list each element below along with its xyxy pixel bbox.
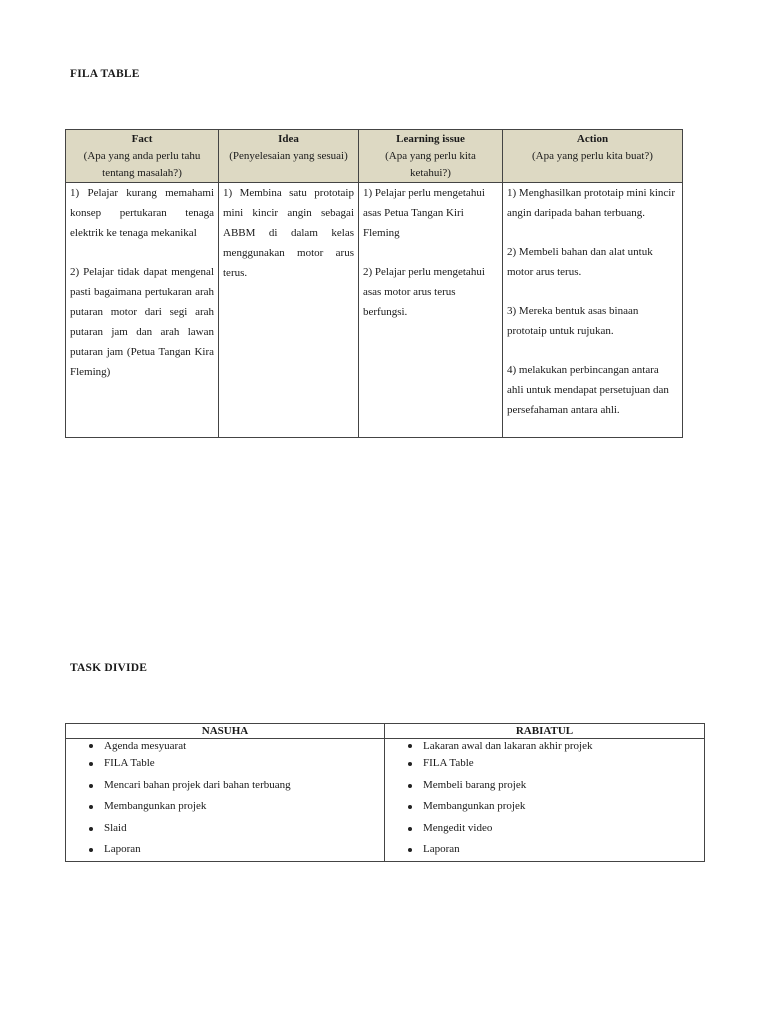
learning-issue-item: 2) Pelajar perlu mengetahui asas motor arus terus berfungsi. — [363, 266, 485, 318]
idea-cell — [219, 183, 359, 438]
header-title: Action — [576, 133, 609, 145]
member-name-nasuha: NASUHA — [66, 724, 385, 739]
bullet-icon — [89, 762, 93, 766]
task-label: Mencari bahan projek dari bahan terbuang — [104, 778, 291, 791]
nasuha-tasks-cell — [66, 739, 385, 862]
task-label: Lakaran awal dan lakaran akhir projek — [423, 740, 593, 752]
bullet-icon — [408, 848, 412, 852]
task-label: FILA Table — [104, 757, 155, 769]
bullet-icon — [408, 827, 412, 831]
list-item — [66, 839, 384, 861]
task-label: Membeli barang projek — [423, 778, 527, 791]
header-subtitle: (Apa yang perlu kita buat?) — [532, 150, 653, 162]
header-subtitle: (Penyelesaian yang sesuai) — [229, 150, 348, 162]
bullet-icon — [89, 848, 93, 852]
action-item: 3) Mereka bentuk asas binaan prototaip untuk rujukan. — [507, 305, 639, 337]
task-divide-table — [65, 723, 705, 862]
task-label: Membangunkan projek — [423, 800, 526, 812]
idea-item: 1) Membina satu prototaip mini kincir angin sebagai ABBM di dalam kelas menggunakan motor arus terus. — [223, 187, 354, 279]
bullet-icon — [89, 784, 93, 788]
learning-issue-item: 1) Pelajar perlu mengetahui asas Petua Tangan Kiri Fleming — [363, 187, 485, 239]
header-title: Learning issue — [396, 133, 465, 145]
fact-item: 2) Pelajar tidak dapat mengenal pasti bagaimana pertukaran arah putaran motor dari segi arah putaran jam dan arah lawan putaran jam (Petua Tangan Kira Fleming) — [70, 266, 214, 378]
task-label: Laporan — [104, 843, 141, 855]
task-label: Membangunkan projek — [104, 800, 207, 812]
bullet-icon — [89, 744, 93, 748]
list-item — [66, 753, 384, 775]
bullet-icon — [408, 744, 412, 748]
rabiatul-tasks-cell — [385, 739, 705, 862]
bullet-icon — [408, 805, 412, 809]
action-item: 4) melakukan perbincangan antara ahli untuk mendapat persetujuan dan persefahaman antara ahli. — [507, 364, 669, 416]
list-item — [66, 818, 384, 840]
action-item: 1) Menghasilkan prototaip mini kincir angin daripada bahan terbuang. — [507, 187, 676, 219]
list-item — [66, 775, 384, 797]
list-item — [385, 839, 704, 861]
bullet-icon — [89, 805, 93, 809]
learning-issue-cell — [359, 183, 503, 438]
member-name-rabiatul: RABIATUL — [385, 724, 705, 739]
bullet-icon — [408, 784, 412, 788]
task-content-row — [66, 739, 705, 862]
fila-content-row — [66, 183, 683, 438]
fila-table-heading: FILA TABLE — [70, 68, 140, 80]
header-subtitle: (Apa yang anda perlu tahu tentang masalah?) — [83, 150, 201, 179]
action-item: 2) Membeli bahan dan alat untuk motor arus terus. — [507, 246, 653, 278]
task-header-row — [66, 724, 705, 739]
task-label: Laporan — [423, 843, 460, 855]
task-label: FILA Table — [423, 757, 474, 769]
header-title: Idea — [278, 133, 299, 145]
list-item — [385, 753, 704, 775]
header-learning-issue — [359, 130, 503, 183]
fila-table — [65, 129, 683, 438]
rabiatul-task-list — [385, 739, 704, 861]
nasuha-task-list — [66, 739, 384, 861]
list-item — [385, 818, 704, 840]
task-label: Mengedit video — [423, 821, 493, 834]
fact-item: 1) Pelajar kurang memahami konsep pertukaran tenaga elektrik ke tenaga mekanikal — [70, 187, 214, 239]
list-item — [385, 739, 704, 753]
bullet-icon — [408, 762, 412, 766]
list-item — [66, 739, 384, 753]
bullet-icon — [89, 827, 93, 831]
list-item — [385, 775, 704, 797]
task-divide-heading: TASK DIVIDE — [70, 662, 148, 674]
list-item — [385, 796, 704, 818]
task-label: Agenda mesyuarat — [104, 740, 187, 752]
action-cell — [503, 183, 683, 438]
header-action — [503, 130, 683, 183]
list-item — [66, 796, 384, 818]
header-fact — [66, 130, 219, 183]
task-label: Slaid — [104, 821, 127, 834]
fila-header-row — [66, 130, 683, 183]
header-title: Fact — [131, 133, 153, 145]
header-subtitle: (Apa yang perlu kita ketahui?) — [385, 150, 476, 179]
fact-cell — [66, 183, 219, 438]
header-idea — [219, 130, 359, 183]
